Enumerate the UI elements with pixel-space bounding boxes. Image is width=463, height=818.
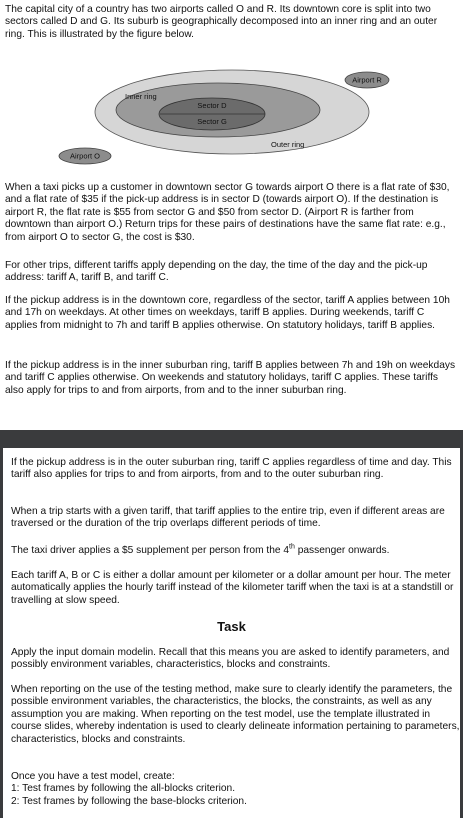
inner-ring-tariff-paragraph: If the pickup address is in the inner suburban ring, tariff B applies between 7h and 19h on weekdays and tariff C applies otherwise. On weekends and statutory holidays, tariff C applies. These tariffs also apply for trips to and from airports, from and to the inner suburban ring. bbox=[5, 360, 456, 396]
inner-ring-label: Inner ring bbox=[125, 92, 157, 101]
list-item-base-blocks: 2: Test frames by following the base-blocks criterion. bbox=[11, 795, 247, 807]
reporting-paragraph: When reporting on the use of the testing method, make sure to clearly identify the parameters, the possible environment variables, the characteristics, the blocks, the constraints, as well as any assumption you are making. When reporting on the test model, use the template illustrated in course slides, whereby indentation is used to clearly delineate information pertaining to parameters, characteristics, blocks and constraints. bbox=[11, 684, 460, 745]
apply-paragraph: Apply the input domain modelin. Recall that this means you are asked to identify parameters, and possibly environment variables, characteristics, blocks and constraints. bbox=[11, 647, 450, 671]
flat-rate-paragraph: When a taxi picks up a customer in downtown sector G towards airport O there is a flat rate of $30, and a flat rate of $35 if the pick-up address is in sector D (towards airport O). If the destination is airport R, the flat rate is $55 from sector G and $50 from sector D. (Airport R is farther from downtown than airport O.) Return trips for these pairs of destinations have the same flat rate: e.g., from airport O to sector G, the cost is $30. bbox=[5, 182, 450, 243]
page-bottom-panel bbox=[0, 448, 463, 818]
city-zones-diagram bbox=[0, 0, 463, 180]
airport-o-label: Airport O bbox=[69, 151, 101, 161]
supplement-text-end: passenger onwards. bbox=[294, 545, 390, 556]
sector-d-label: Sector D bbox=[197, 101, 227, 110]
outer-ring-label: Outer ring bbox=[271, 140, 305, 149]
airport-r-label: Airport R bbox=[352, 75, 382, 85]
tariff-type-paragraph: Each tariff A, B or C is either a dollar amount per kilometer or a dollar amount per hour. The meter automatically applies the hourly tariff instead of the kilometer tariff when the taxi is at a standstill or travelling at slow speed. bbox=[11, 570, 454, 606]
intro-paragraph: The capital city of a country has two airports called O and R. Its downtown core is split into two sectors called D and G. Its suburb is geographically decomposed into an inner ring and an outer ring. This is illustrated by the figure below. bbox=[5, 4, 438, 40]
task-heading: Task bbox=[217, 619, 246, 634]
other-trips-paragraph: For other trips, different tariffs apply depending on the day, the time of the day and the pick-up address: tariff A, tariff B, and tariff C. bbox=[5, 260, 428, 284]
supplement-paragraph bbox=[11, 545, 461, 557]
create-paragraph bbox=[11, 771, 461, 808]
supplement-superscript: th bbox=[289, 543, 295, 551]
trip-tariff-paragraph: When a trip starts with a given tariff, that tariff applies to the entire trip, even if different areas are traversed or the duration of the trip overlaps different periods of time. bbox=[11, 506, 445, 530]
list-item-all-blocks: 1: Test frames by following the all-blocks criterion. bbox=[11, 783, 236, 795]
sector-g-label: Sector G bbox=[197, 117, 227, 126]
supplement-text-start: The taxi driver applies a $5 supplement per person from the 4 bbox=[11, 545, 290, 556]
page-separator bbox=[0, 430, 463, 448]
outer-ring-tariff-paragraph: If the pickup address is in the outer suburban ring, tariff C applies regardless of time and day. This tariff also applies for trips to and from airports, from and to the outer suburban ring. bbox=[11, 457, 452, 481]
downtown-tariff-paragraph: If the pickup address is in the downtown core, regardless of the sector, tariff A applies between 10h and 17h on weekdays. At other times on weekdays, tariff B applies. During weekends, tariff C applies from midnight to 7h and tariff B applies otherwise. On statutory holidays, tariff B applies. bbox=[5, 295, 450, 331]
create-intro: Once you have a test model, create: bbox=[11, 771, 175, 782]
